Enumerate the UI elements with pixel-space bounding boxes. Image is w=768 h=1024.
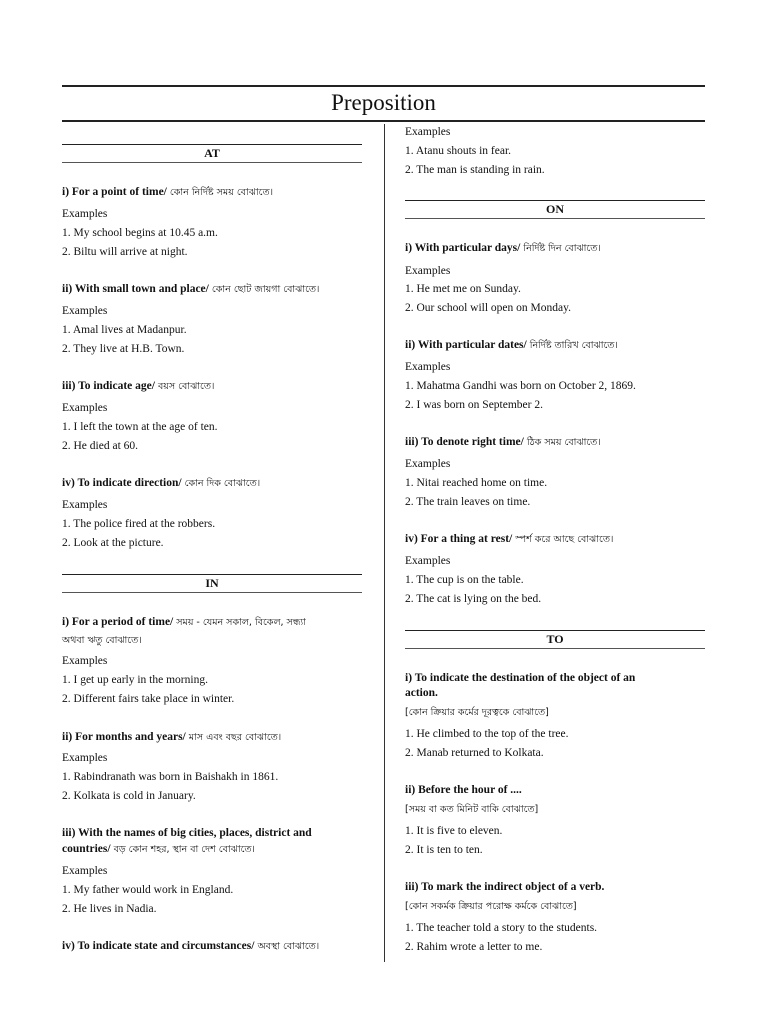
example-line: 1. I get up early in the morning. <box>62 674 208 686</box>
example-line: 1. My father would work in England. <box>62 884 234 896</box>
rule-heading: ii) For months and years/ মাস এবং বছর বোঝাতে। <box>62 731 282 743</box>
rule-heading: iv) To indicate direction/ কোন দিক বোঝাতে। <box>62 477 261 489</box>
examples-label: Examples <box>62 402 108 414</box>
examples-label: Examples <box>62 865 108 877</box>
rule-heading: iii) With the names of big cities, places, district and <box>62 827 312 839</box>
section-header-at: AT <box>62 144 362 163</box>
example-line: 2. The cat is lying on the bed. <box>405 593 542 605</box>
example-line: 2. Different fairs take place in winter. <box>62 693 235 705</box>
examples-label: Examples <box>62 305 108 317</box>
rule-heading: i) With particular days/ নির্দিষ্ট দিন বোঝাতে। <box>405 242 601 254</box>
column-divider <box>384 124 385 962</box>
example-line: 1. He met me on Sunday. <box>405 283 521 295</box>
rule-heading: iv) For a thing at rest/ স্পর্শ করে আছে বোঝাতে। <box>405 533 614 545</box>
examples-label: Examples <box>62 655 108 667</box>
example-line: 2. Rahim wrote a letter to me. <box>405 941 543 953</box>
examples-label: Examples <box>62 752 108 764</box>
rule-heading: ii) With small town and place/ কোন ছোট জায়গা বোঝাতে। <box>62 283 320 295</box>
rule-note-bangla: [কোন ক্রিয়ার কর্মের দূরত্বকে বোঝাতে] <box>405 707 549 718</box>
example-line: 1. Atanu shouts in fear. <box>405 145 512 157</box>
example-line: 1. My school begins at 10.45 a.m. <box>62 227 218 239</box>
rule-heading-bangla-cont: অথবা ঋতু বোঝাতে। <box>62 635 142 646</box>
example-line: 1. It is five to eleven. <box>405 825 503 837</box>
rule-note-bangla: [সময় বা কত মিনিট বাকি বোঝাতে] <box>405 804 539 815</box>
rule-heading: ii) Before the hour of .... <box>405 784 522 796</box>
example-line: 1. The teacher told a story to the students. <box>405 922 598 934</box>
example-line: 2. Manab returned to Kolkata. <box>405 747 544 759</box>
example-line: 1. Rabindranath was born in Baishakh in 1861. <box>62 771 279 783</box>
example-line: 2. The man is standing in rain. <box>405 164 545 176</box>
page-title: Preposition <box>331 90 436 115</box>
rule-heading: iii) To denote right time/ ঠিক সময় বোঝাতে। <box>405 436 601 448</box>
examples-label: Examples <box>405 361 451 373</box>
rule-heading: ii) With particular dates/ নির্দিষ্ট তারিখ বোঝাতে। <box>405 339 618 351</box>
examples-label: Examples <box>62 499 108 511</box>
section-header-to: TO <box>405 630 705 649</box>
rule-heading: i) For a period of time/ সময় - যেমন সকাল, বিকেল, সন্ধ্যা <box>62 616 306 628</box>
title-bottom-rule <box>62 120 705 122</box>
rule-heading-cont: action. <box>405 687 438 699</box>
rule-heading-cont: countries/ বড় কোন শহর, স্থান বা দেশ বোঝাতে। <box>62 843 255 855</box>
example-line: 1. The police fired at the robbers. <box>62 518 216 530</box>
example-line: 2. He died at 60. <box>62 440 139 452</box>
example-line: 2. They live at H.B. Town. <box>62 343 185 355</box>
section-header-in: IN <box>62 574 362 593</box>
example-line: 2. It is ten to ten. <box>405 844 483 856</box>
example-line: 2. The train leaves on time. <box>405 496 531 508</box>
example-line: 2. Our school will open on Monday. <box>405 302 571 314</box>
examples-label: Examples <box>405 126 451 138</box>
rule-heading: i) For a point of time/ কোন নির্দিষ্ট সময় বোঝাতে। <box>62 186 274 198</box>
rule-heading: iv) To indicate state and circumstances/ অবস্থা বোঝাতে। <box>62 940 320 952</box>
example-line: 1. I left the town at the age of ten. <box>62 421 218 433</box>
example-line: 1. Nitai reached home on time. <box>405 477 548 489</box>
examples-label: Examples <box>62 208 108 220</box>
example-line: 2. Biltu will arrive at night. <box>62 246 188 258</box>
example-line: 2. I was born on September 2. <box>405 399 543 411</box>
example-line: 2. He lives in Nadia. <box>62 903 157 915</box>
example-line: 2. Kolkata is cold in January. <box>62 790 196 802</box>
section-header-on: ON <box>405 200 705 219</box>
example-line: 2. Look at the picture. <box>62 537 164 549</box>
examples-label: Examples <box>405 458 451 470</box>
example-line: 1. Mahatma Gandhi was born on October 2, 1869. <box>405 380 636 392</box>
examples-label: Examples <box>405 555 451 567</box>
example-line: 1. The cup is on the table. <box>405 574 524 586</box>
examples-label: Examples <box>405 265 451 277</box>
rule-heading: iii) To indicate age/ বয়স বোঝাতে। <box>62 380 215 392</box>
example-line: 1. He climbed to the top of the tree. <box>405 728 569 740</box>
example-line: 1. Amal lives at Madanpur. <box>62 324 187 336</box>
rule-heading: iii) To mark the indirect object of a verb. <box>405 881 605 893</box>
rule-heading: i) To indicate the destination of the object of an <box>405 672 636 684</box>
rule-note-bangla: [কোন সকর্মক ক্রিয়ার পরোক্ষ কর্মকে বোঝাতে] <box>405 901 577 912</box>
